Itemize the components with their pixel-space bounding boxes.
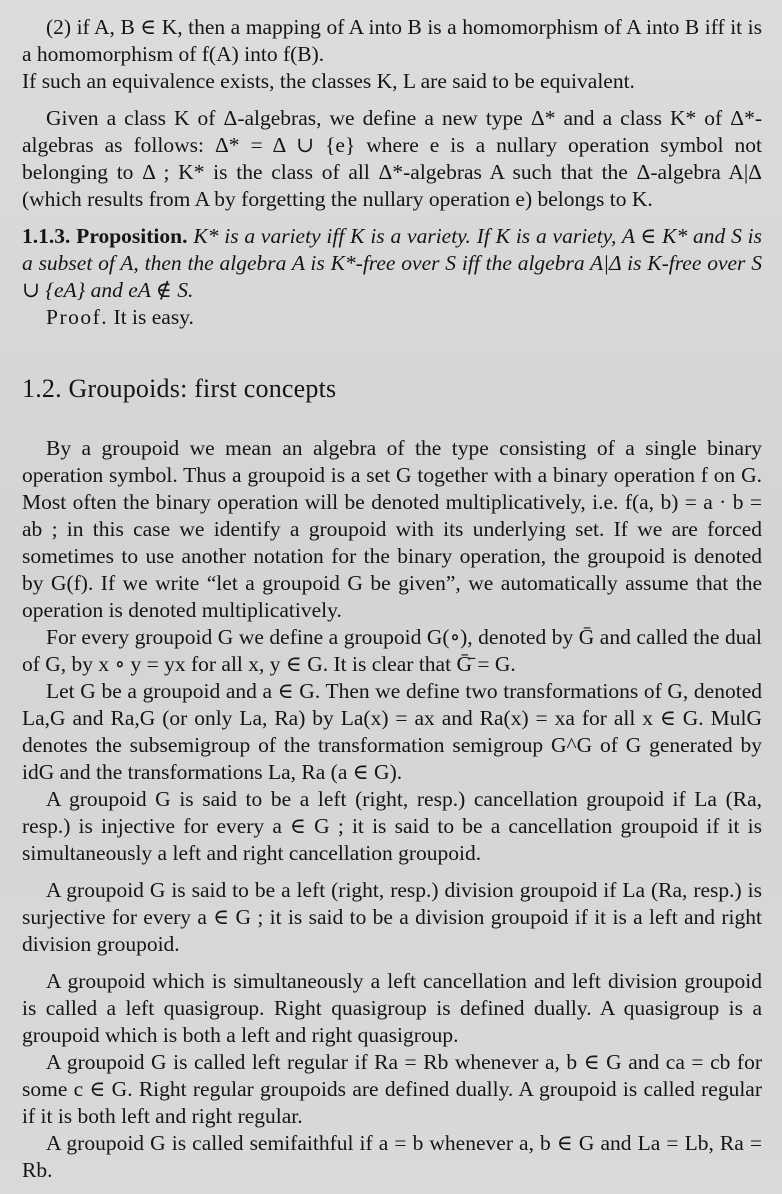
quasigroup-paragraph: A groupoid which is simultaneously a left cancellation and left division groupoid is called a left quasigroup. Right quasigroup is defined dually. A quasigroup is a groupoid which is both a left and right quasigroup. [22,969,762,1047]
proof-line [22,304,762,331]
given-class-paragraph: Given a class K of Δ-algebras, we define a new type Δ* and a class K* of Δ*-algebras as follows: Δ* = Δ ∪ {e} where e is a nullary operation symbol not belonging to Δ ; K* is the class of all Δ*-algebras A such that the Δ-algebra A|Δ (which results from A by forgetting the nullary operation e) belongs to K. [22,106,762,211]
proof-label: Proof. [46,305,109,329]
proposition-block [22,223,762,304]
equivalence-text: If such an equivalence exists, the classes K, L are said to be equivalent. [22,69,635,93]
proof-text: It is easy. [113,305,194,329]
regular-paragraph: A groupoid G is called left regular if Ra = Rb whenever a, b ∈ G and ca = cb for some c ∈ G. Right regular groupoids are defined dually. A groupoid is called regular if it is both left and right regular. [22,1050,762,1128]
section-title: 1.2. Groupoids: first concepts [22,374,337,403]
item-2-text: (2) if A, B ∈ K, then a mapping of A into B is a homomorphism of A into B iff it is a homomorphism of f(A) into f(B). [22,15,762,66]
division-paragraph: A groupoid G is said to be a left (right, resp.) division groupoid if La (Ra, resp.) is surjective for every a ∈ G ; it is said to be a division groupoid if it is a left and right division groupoid. [22,878,762,956]
proposition-text: K* is a variety iff K is a variety. If K is a variety, A ∈ K* and S is a subset of A, then the algebra A is K*-free over S iff the algebra A|Δ is K-free over S ∪ {eA} and eA ∉ S. [22,224,762,302]
proposition-label: 1.1.3. Proposition. [22,224,188,248]
section-heading-wrap [22,373,762,405]
cancellation-paragraph: A groupoid G is said to be a left (right, resp.) cancellation groupoid if La (Ra, resp.) is injective for every a ∈ G ; it is said to be a cancellation groupoid if it is simultaneously a left and right cancellation groupoid. [22,787,762,865]
transformations-paragraph: Let G be a groupoid and a ∈ G. Then we define two transformations of G, denoted La,G and Ra,G (or only La, Ra) by La(x) = ax and Ra(x) = xa for all x ∈ G. MulG denotes the subsemigroup of the transformation semigroup G^G of G generated by idG and the transformations La, Ra (a ∈ G). [22,679,762,784]
groupoid-definition-paragraph: By a groupoid we mean an algebra of the type consisting of a single binary operation symbol. Thus a groupoid is a set G together with a binary operation f on G. Most often the binary operation will be denoted multiplicatively, i.e. f(a, b) = a · b = ab ; in this case we identify a groupoid with its underlying set. If we are forced sometimes to use another notation for the binary operation, the groupoid is denoted by G(f). If we write “let a groupoid G be given”, we automatically assume that the operation is denoted multiplicatively. [22,436,762,622]
dual-groupoid-paragraph: For every groupoid G we define a groupoid G(∘), denoted by Ḡ and called the dual of G, by x ∘ y = yx for all x, y ∈ G. It is clear that Ḡ̄ = G. [22,625,762,676]
semifaithful-paragraph: A groupoid G is called semifaithful if a = b whenever a, b ∈ G and La = Lb, Ra = Rb. [22,1131,762,1182]
